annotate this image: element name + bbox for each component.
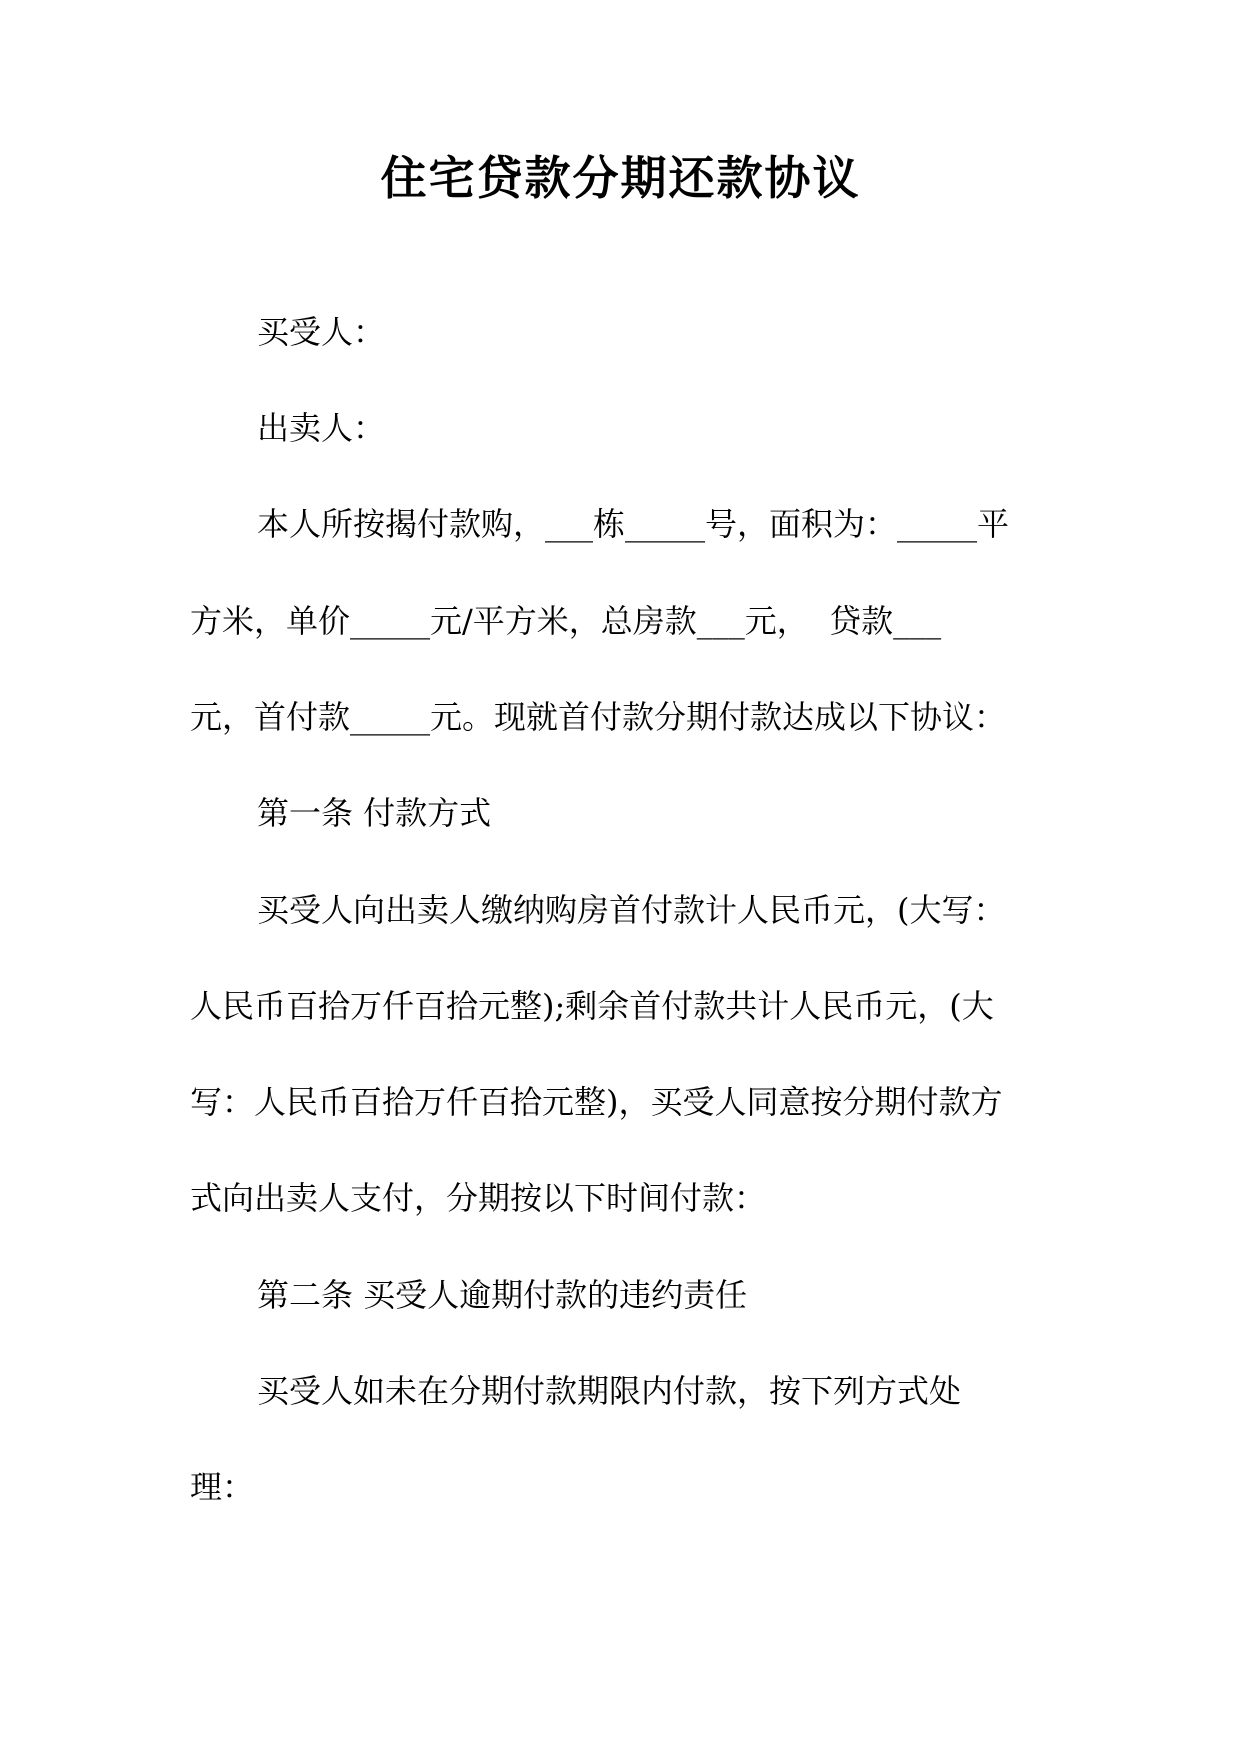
paragraph-line: 写：人民币百拾万仟百拾元整)，买受人同意按分期付款方	[190, 1083, 1003, 1121]
article-heading: 第一条 付款方式	[257, 794, 492, 832]
paragraph-line: 买受人如未在分期付款期限内付款，按下列方式处	[257, 1372, 962, 1410]
seller-label: 出卖人：	[257, 409, 386, 447]
paragraph-line: 式向出卖人支付，分期按以下时间付款：	[190, 1179, 767, 1217]
paragraph-line: 本人所按揭付款购，___栋_____号，面积为：_____平	[257, 505, 1010, 543]
buyer-label: 买受人：	[257, 313, 386, 351]
paragraph-line: 方米，单价_____元/平方米，总房款___元， 贷款___	[190, 602, 942, 640]
paragraph-line: 买受人向出卖人缴纳购房首付款计人民币元，(大写：	[257, 891, 1006, 929]
paragraph-line: 元，首付款_____元。现就首付款分期付款达成以下协议：	[190, 698, 1007, 736]
paragraph-line: 理：	[190, 1468, 255, 1506]
paragraph-line: 人民币百拾万仟百拾元整);剩余首付款共计人民币元，(大	[190, 987, 994, 1025]
document-title: 住宅贷款分期还款协议	[380, 151, 861, 205]
article-heading: 第二条 买受人逾期付款的违约责任	[257, 1276, 748, 1314]
